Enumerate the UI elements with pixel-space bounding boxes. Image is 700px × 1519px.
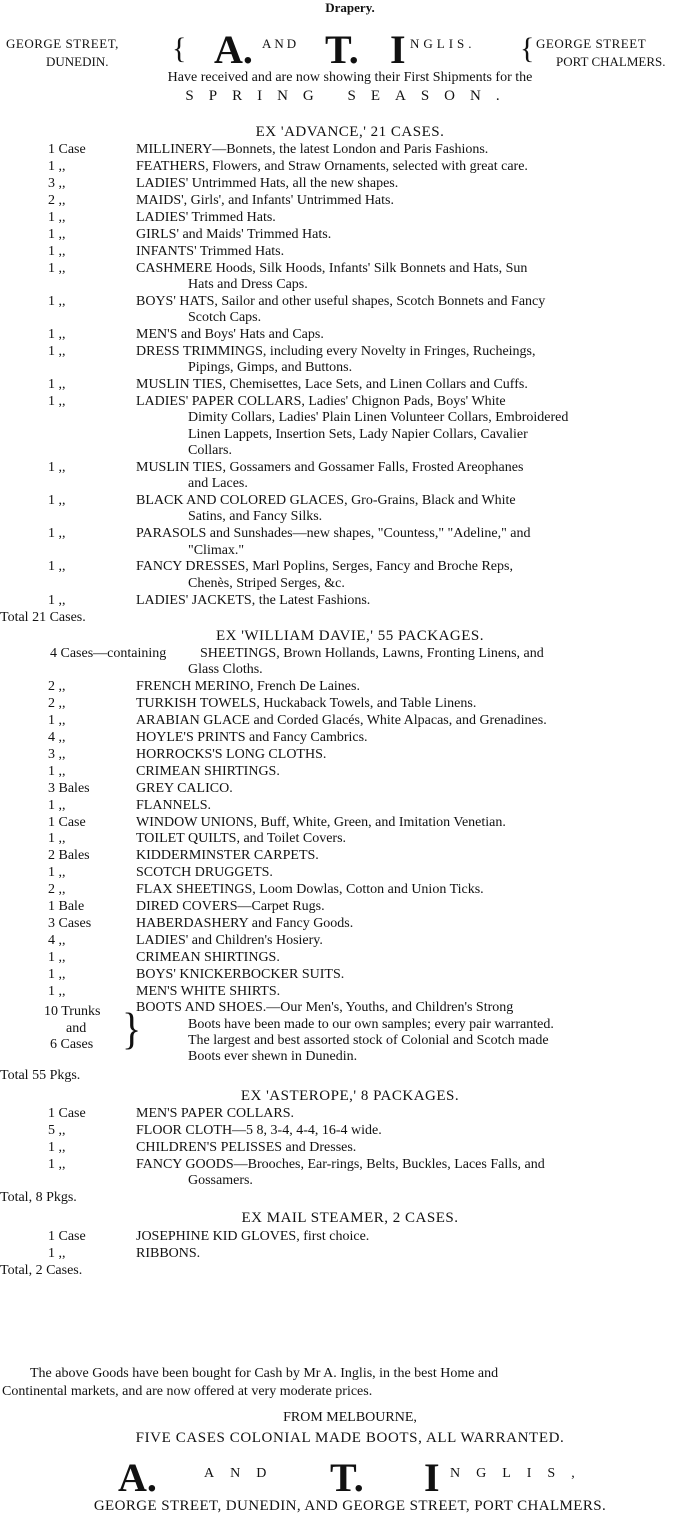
row-description: DRESS TRIMMINGS, including every Novelty in Fringes, Rucheings, xyxy=(136,343,536,359)
row-description: LADIES' PAPER COLLARS, Ladies' Chignon Pads, Boys' White xyxy=(136,394,506,409)
row-quantity: 2 ,, xyxy=(48,679,66,695)
row-description-continued: Collars. xyxy=(188,442,232,458)
row-description: BOYS' HATS, Sailor and other useful shapes, Scotch Bonnets and Fancy xyxy=(136,293,546,309)
row-description-continued: "Climax." xyxy=(188,542,245,558)
row-description: FRENCH MERINO, French De Laines. xyxy=(136,679,360,695)
row-description: SCOTCH DRUGGETS. xyxy=(136,865,273,881)
boots-description: Boots have been made to our own samples; every pair warranted. xyxy=(188,1016,554,1032)
row-quantity: 3 ,, xyxy=(48,176,66,192)
row-quantity: 1 ,, xyxy=(48,159,66,175)
row-quantity: 4 ,, xyxy=(48,932,66,948)
row-description-continued: Linen Lappets, Insertion Sets, Lady Napier Collars, Cavalier xyxy=(188,426,528,442)
row-description: MUSLIN TIES, Gossamers and Gossamer Falls, Frosted Areophanes xyxy=(136,459,524,475)
ship3-title: EX 'ASTEROPE,' 8 PACKAGES. xyxy=(240,1087,460,1104)
ship1-title: EX 'ADVANCE,' 21 CASES. xyxy=(255,124,445,140)
row-description: TOILET QUILTS, and Toilet Covers. xyxy=(136,831,347,847)
ship3-total: Total, 8 Pkgs. xyxy=(0,1190,77,1206)
row-description: KIDDERMINSTER CARPETS. xyxy=(136,848,319,864)
row-description: DIRED COVERS—Carpet Rugs. xyxy=(136,899,325,914)
footer-note-1: The above Goods have been bought for Cash by Mr A. Inglis, in the best Home and xyxy=(30,1366,499,1381)
row-description: RIBBONS. xyxy=(136,1245,201,1261)
row-description: INFANTS' Trimmed Hats. xyxy=(136,243,285,259)
row-quantity: 1 ,, xyxy=(48,260,66,276)
row-quantity: 1 ,, xyxy=(48,559,66,575)
row-description: HORROCKS'S LONG CLOTHS. xyxy=(136,746,327,762)
row-description: LADIES' and Children's Hosiery. xyxy=(136,932,323,948)
row-description: PARASOLS and Sunshades—new shapes, "Countess," "Adeline," and xyxy=(136,526,531,542)
header-left-brace: { xyxy=(172,32,187,65)
row-description: JOSEPHINE KID GLOVES, first choice. xyxy=(136,1228,370,1244)
row-quantity: 1 ,, xyxy=(48,327,66,342)
footer-nglis: NGLIS, xyxy=(450,1466,591,1481)
row-description: BLACK AND COLORED GLACES, Gro-Grains, Black and White xyxy=(136,493,516,508)
row-description: MEN'S PAPER COLLARS. xyxy=(136,1106,294,1122)
header-right-line2: PORT CHALMERS. xyxy=(556,54,666,69)
row-description: HOYLE'S PRINTS and Fancy Cambrics. xyxy=(136,730,368,745)
row-quantity: 1 Case xyxy=(48,1106,86,1122)
row-quantity: 2 Bales xyxy=(48,848,90,864)
row-quantity: 1 ,, xyxy=(48,966,66,982)
ship4-total: Total, 2 Cases. xyxy=(0,1262,83,1278)
row-quantity: 1 ,, xyxy=(48,209,66,225)
row-description-continued: Dimity Collars, Ladies' Plain Linen Volunteer Collars, Embroidered xyxy=(188,410,569,426)
row-quantity: 1 ,, xyxy=(48,983,66,999)
boots-brace: } xyxy=(122,1004,142,1054)
row-quantity: 1 Case xyxy=(48,142,86,158)
row-quantity: 1 ,, xyxy=(48,1245,66,1261)
row-quantity: 3 ,, xyxy=(48,746,66,762)
header-nglis: NGLIS. xyxy=(410,36,476,51)
row-quantity: 1 ,, xyxy=(48,592,66,608)
row-description: HABERDASHERY and Fancy Goods. xyxy=(136,915,354,931)
row-description: TURKISH TOWELS, Huckaback Towels, and Table Linens. xyxy=(136,696,477,712)
row-description: CRIMEAN SHIRTINGS. xyxy=(136,763,280,779)
boots-description: BOOTS AND SHOES.—Our Men's, Youths, and Children's Strong xyxy=(136,1000,514,1016)
row-description: CRIMEAN SHIRTINGS. xyxy=(136,949,280,965)
row-quantity: 1 Case xyxy=(48,814,86,830)
row-description-continued: Glass Cloths. xyxy=(188,662,263,678)
footer-note-2: Continental markets, and are now offered at very moderate prices. xyxy=(2,1384,373,1399)
row-description: CASHMERE Hoods, Silk Hoods, Infants' Silk Bonnets and Hats, Sun xyxy=(136,260,528,276)
row-description-continued: and Laces. xyxy=(188,476,248,492)
row-description: MAIDS', Girls', and Infants' Untrimmed Hats. xyxy=(136,193,394,208)
boots-description: Boots ever shewn in Dunedin. xyxy=(188,1049,358,1065)
boots-quantity: 6 Cases xyxy=(50,1037,94,1052)
header-intro: Have received and are now showing their First Shipments for the xyxy=(167,70,533,85)
row-description: MUSLIN TIES, Chemisettes, Lace Sets, and Linen Collars and Cuffs. xyxy=(136,377,528,393)
header-big-i: I xyxy=(390,27,406,72)
row-quantity: 4 ,, xyxy=(48,730,66,745)
row-quantity: 1 Bale xyxy=(48,899,85,914)
row-quantity: 1 ,, xyxy=(48,865,66,881)
footer-big-t: T. xyxy=(330,1455,364,1500)
header-season: SPRING SEASON. xyxy=(185,88,515,104)
row-quantity: 1 ,, xyxy=(48,1140,66,1155)
row-description: MILLINERY—Bonnets, the latest London and Paris Fashions. xyxy=(136,142,489,158)
row-description-continued: Chenès, Striped Serges, &c. xyxy=(188,575,345,591)
row-quantity: 1 ,, xyxy=(48,493,66,508)
row-description: GIRLS' and Maids' Trimmed Hats. xyxy=(136,226,332,242)
row-quantity: 1 ,, xyxy=(48,377,66,393)
row-quantity: 1 ,, xyxy=(48,243,66,259)
row-quantity: 3 Cases xyxy=(48,915,92,931)
row-quantity: 1 ,, xyxy=(48,949,66,965)
row-quantity: 2 ,, xyxy=(48,696,66,712)
row-quantity: 2 ,, xyxy=(48,193,66,208)
ship4-title: EX MAIL STEAMER, 2 CASES. xyxy=(241,1210,459,1227)
row-quantity: 4 Cases—containing xyxy=(50,646,167,662)
footer-and: AND xyxy=(204,1466,283,1481)
row-description: FLAX SHEETINGS, Loom Dowlas, Cotton and Union Ticks. xyxy=(136,882,484,898)
row-description: FLANNELS. xyxy=(136,797,212,813)
row-quantity: 1 ,, xyxy=(48,797,66,813)
boots-quantity: and xyxy=(66,1020,87,1036)
row-description: FLOOR CLOTH—5 8, 3-4, 4-4, 16-4 wide. xyxy=(136,1123,382,1139)
row-description: LADIES' JACKETS, the Latest Fashions. xyxy=(136,592,371,608)
ship1-total: Total 21 Cases. xyxy=(0,609,86,625)
footer-big-a: A. xyxy=(118,1455,157,1500)
row-description-continued: Scotch Caps. xyxy=(188,310,262,326)
row-quantity: 3 Bales xyxy=(48,780,90,796)
row-description: MEN'S and Boys' Hats and Caps. xyxy=(136,327,324,342)
ship2-title: EX 'WILLIAM DAVIE,' 55 PACKAGES. xyxy=(215,627,485,644)
row-description: LADIES' Trimmed Hats. xyxy=(136,209,276,225)
footer-from: FROM MELBOURNE, xyxy=(283,1410,417,1425)
row-description: FANCY GOODS—Brooches, Ear-rings, Belts, Buckles, Laces Falls, and xyxy=(136,1156,545,1172)
row-quantity: 1 ,, xyxy=(48,1156,66,1172)
footer-address: GEORGE STREET, DUNEDIN, AND GEORGE STREET, PORT CHALMERS. xyxy=(93,1498,607,1514)
footer-big-i: I xyxy=(424,1455,440,1500)
row-quantity: 1 ,, xyxy=(48,831,66,847)
row-description: LADIES' Untrimmed Hats, all the new shapes. xyxy=(136,176,399,192)
row-description: CHILDREN'S PELISSES and Dresses. xyxy=(136,1140,357,1155)
row-quantity: 1 ,, xyxy=(48,394,66,409)
section-heading: Drapery. xyxy=(325,0,375,15)
row-description: FEATHERS, Flowers, and Straw Ornaments, selected with great care. xyxy=(136,159,528,175)
header-and: AND xyxy=(262,36,300,51)
row-quantity: 1 ,, xyxy=(48,713,66,729)
boots-description: The largest and best assorted stock of Colonial and Scotch made xyxy=(188,1033,549,1048)
row-description-continued: Hats and Dress Caps. xyxy=(188,276,308,292)
header-right-brace: { xyxy=(520,32,535,65)
header-right-line1: GEORGE STREET xyxy=(536,36,647,51)
header-left-line2: DUNEDIN. xyxy=(46,54,109,69)
row-description: FANCY DRESSES, Marl Poplins, Serges, Fancy and Broche Reps, xyxy=(136,559,513,575)
footer-five-cases: FIVE CASES COLONIAL MADE BOOTS, ALL WARRANTED. xyxy=(135,1430,565,1446)
row-description: MEN'S WHITE SHIRTS. xyxy=(136,983,281,999)
row-description-continued: Gossamers. xyxy=(188,1173,253,1189)
row-quantity: 1 ,, xyxy=(48,763,66,779)
row-description-continued: Pipings, Gimps, and Buttons. xyxy=(188,360,353,376)
row-quantity: 1 ,, xyxy=(48,293,66,309)
header-big-t: T. xyxy=(325,27,359,72)
row-description: WINDOW UNIONS, Buff, White, Green, and Imitation Venetian. xyxy=(136,814,506,830)
row-quantity: 1 ,, xyxy=(48,226,66,242)
row-description-continued: Satins, and Fancy Silks. xyxy=(188,509,323,525)
row-quantity: 2 ,, xyxy=(48,882,66,898)
ship2-total: Total 55 Pkgs. xyxy=(0,1067,81,1083)
row-quantity: 1 ,, xyxy=(48,343,66,359)
boots-quantity: 10 Trunks xyxy=(44,1004,101,1020)
row-quantity: 5 ,, xyxy=(48,1123,66,1139)
row-description: ARABIAN GLACE and Corded Glacés, White Alpacas, and Grenadines. xyxy=(136,713,547,729)
header-big-a: A. xyxy=(214,27,253,72)
row-description: GREY CALICO. xyxy=(136,780,233,796)
row-description: BOYS' KNICKERBOCKER SUITS. xyxy=(136,966,345,982)
row-quantity: 1 ,, xyxy=(48,459,66,475)
header-left-line1: GEORGE STREET, xyxy=(6,36,119,51)
row-description: SHEETINGS, Brown Hollands, Lawns, Fronting Linens, and xyxy=(200,646,544,662)
row-quantity: 1 Case xyxy=(48,1228,86,1244)
row-quantity: 1 ,, xyxy=(48,526,66,542)
